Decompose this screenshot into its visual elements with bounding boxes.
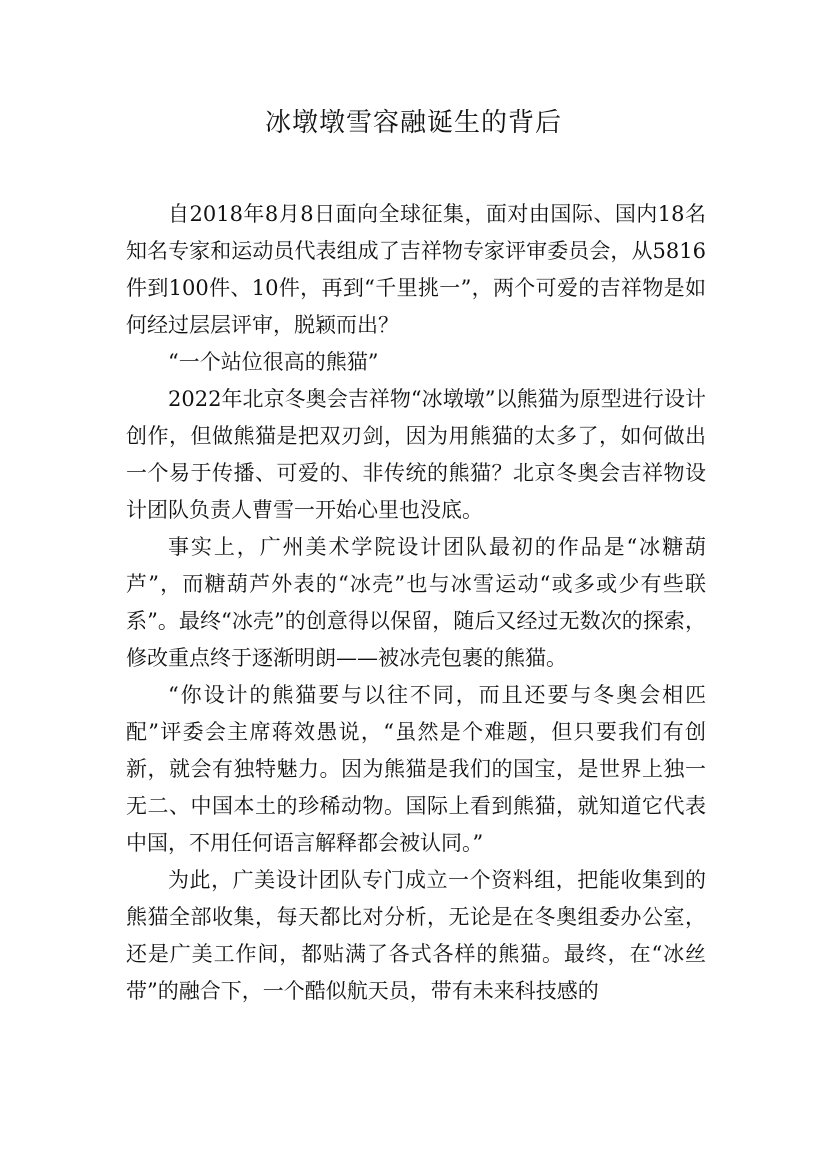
document-body [126,196,706,1010]
paragraph-intro: 自2018年8月8日面向全球征集，面对由国际、国内18名知名专家和运动员代表组成了吉祥物专家评审委员会，从5816件到100件、10件，再到“千里挑一”，两个可爱的吉祥物是如何经过层层评审，脱颖而出？ [126,202,706,337]
document-title: 冰墩墩雪容融诞生的背后 [264,108,562,138]
paragraph-quote: “你设计的熊猫要与以往不同，而且还要与冬奥会相匹配”评委会主席蒋效愚说，“虽然是个难题，但只要我们有创新，就会有独特魅力。因为熊猫是我们的国宝，是世界上独一无二、中国本土的珍稀动物。国际上看到熊猫，就知道它代表中国，不用任何语言解释都会被认同。” [126,683,706,855]
paragraph-ice-shell: 事实上，广州美术学院设计团队最初的作品是“冰糖葫芦”，而糖葫芦外表的“冰壳”也与冰雪运动“或多或少有些联系”。最终“冰壳”的创意得以保留，随后又经过无数次的探索，修改重点终于逐渐明朗——被冰壳包裹的熊猫。 [126,535,706,670]
paragraph-research-team: 为此，广美设计团队专门成立一个资料组，把能收集到的熊猫全部收集，每天都比对分析，无论是在冬奥组委办公室，还是广美工作间，都贴满了各式各样的熊猫。最终，在“冰丝带”的融合下，一个酷似航天员，带有未来科技感的 [126,868,706,1003]
section-subheading: “一个站位很高的熊猫” [168,350,379,374]
paragraph-design-background: 2022年北京冬奥会吉祥物“冰墩墩”以熊猫为原型进行设计创作，但做熊猫是把双刃剑，因为用熊猫的太多了，如何做出一个易于传播、可爱的、非传统的熊猫？北京冬奥会吉祥物设计团队负责人曹雪一开始心里也没底。 [126,387,706,522]
